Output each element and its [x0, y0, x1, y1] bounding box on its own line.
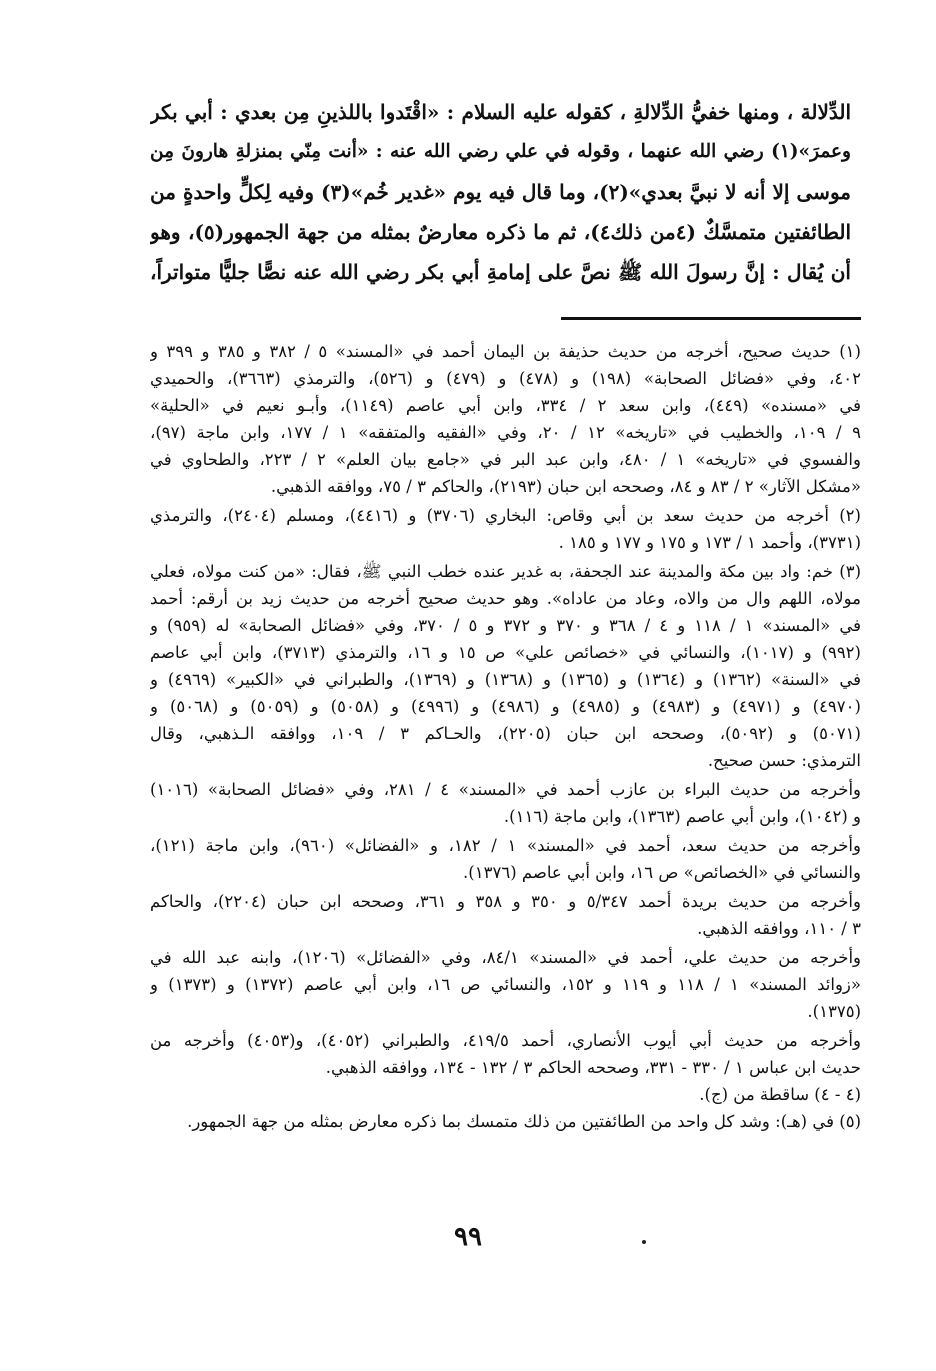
footnote-line: الترمذي: حسن صحيح. — [707, 751, 861, 770]
main-text-line: الدِّلالة ، ومنها خفيُّ الدِّلالةِ ، كقوله عليه السلام : «اقْتَدوا باللذينِ مِن بعدي : أبي بكر — [150, 100, 851, 124]
main-text-line: الطائفتين متمسَّكٌ (٤من ذلك٤)، ثم ما ذكره معارضٌ بمثله من جهة الجمهور(٥)، وهو — [150, 220, 851, 244]
footnote-line: ٩ / ١٠٩، والخطيب في «تاريخه» ١٢ / ٢٠، وفي «الفقيه والمتفقه» ١ / ١٧٧، وابن ماجة (٩٧)، — [150, 423, 861, 442]
footnote-line: في «السنة» (١٣٦٢) و (١٣٦٤) و (١٣٦٥) و (١٣٦٨) و (١٣٦٩)، والطبراني في «الكبير» (٤٩٦٩) و — [150, 670, 861, 689]
footnote-line: «زوائد المسند» ١ / ١١٨ و ١١٩ و ١٥٢، والنسائي ص ١٦، وابن أبي عاصم (١٣٧٢) و (١٣٧٣) و — [150, 975, 861, 994]
footnote-line: (٥) في (هـ): وشد كل واحد من الطائفتين من ذلك متمسك بما ذكره معارض بمثله من جهة الجمهور. — [187, 1112, 861, 1131]
footnote-line: (٣) خم: واد بين مكة والمدينة عند الجحفة، به غدير عنده خطب النبي ﷺ، فقال: «من كنت مولاه، فعلي — [150, 562, 861, 581]
footnote-line: مولاه، اللهم وال من والاه، وعاد من عاداه». وهو حديث صحيح أخرجه من حديث زيد بن أرقم: أحمد — [150, 589, 861, 608]
footnote-line: و (١٠٤٢)، وابن أبي عاصم (١٣٦٣)، وابن ماجة (١١٦). — [503, 807, 861, 826]
print-speck — [642, 1240, 646, 1244]
footnote-line: حديث ابن عباس ١ / ٣٣٠ - ٣٣١، وصححه الحاكم ٣ / ١٣٢ - ١٣٤، ووافقه الذهبي. — [325, 1058, 861, 1077]
main-text-line: وعمرَ»(١) رضي الله عنهما ، وقوله في علي رضي الله عنه : «أنت مِنّي بمنزلةِ هارونَ مِن — [150, 141, 851, 162]
footnote-line: وأخرجه من حديث بريدة أحمد ٥/٣٤٧ و ٣٥٠ و ٣٥٨ و ٣٦١، وصححه ابن حبان (٢٢٠٤)، والحاكم — [150, 892, 861, 911]
footnote-line: (٤٩٧٠) و (٤٩٧١) و (٤٩٨٣) و (٤٩٨٥) و (٤٩٨٦) و (٤٩٩٦) و (٥٠٥٨) و (٥٠٥٩) و (٥٠٦٨) و — [150, 697, 861, 716]
footnote-line: (٥٠٧١) و (٥٠٩٢)، وصححه ابن حبان (٢٢٠٥)، والحـاكم ٣ / ١٠٩، ووافقه الـذهبي، وقال — [150, 724, 861, 743]
footnotes-block — [150, 338, 861, 1135]
footnote-line: (٩٩٢) و (١٠١٧)، والنسائي في «خصائص علي» ص ١٥ و ١٦، والترمذي (٣٧١٣)، وابن أبي عاصم — [150, 643, 861, 662]
main-text-block — [150, 92, 851, 292]
footnote-line: (١٣٧٥). — [807, 1002, 861, 1021]
footnote-line: وأخرجه من حديث علي، أحمد في «المسند» ٨٤/١، وفي «الفضائل» (١٢٠٦)، وابنه عبد الله في — [150, 948, 861, 967]
footnote-line: والفسوي في «تاريخه» ١ / ٤٨٠، وابن عبد البر في «جامع بيان العلم» ٢ / ٢٢٣، والطحاوي في — [150, 450, 861, 469]
footnote-line: (٢) أخرجه من حديث سعد بن أبي وقاص: البخاري (٣٧٠٦) و (٤٤١٦)، ومسلم (٢٤٠٤)، والترمذي — [150, 506, 861, 525]
footnote-line: (١) حديث صحيح، أخرجه من حديث حذيفة بن اليمان أحمد في «المسند» ٥ / ٣٨٢ و ٣٨٥ و ٣٩٩ و — [150, 342, 861, 361]
footnote-line: والنسائي في «الخصائص» ص ١٦، وابن أبي عاصم (١٣٧٦). — [463, 863, 861, 882]
footnote-line: (٣٧٣١)، وأحمد ١ / ١٧٣ و ١٧٥ و ١٧٧ و ١٨٥ . — [558, 533, 861, 552]
footnote-line: «مشكل الآثار» ٢ / ٨٣ و ٨٤، وصححه ابن حبان (٢١٩٣)، والحاكم ٣ / ٧٥، ووافقه الذهبي. — [270, 477, 861, 496]
footnote-line: في «مسنده» (٤٤٩)، وابن سعد ٢ / ٣٣٤، وابن أبي عاصم (١١٤٩)، وأبـو نعيم في «الحلية» — [150, 396, 861, 415]
footnote-line: (٤ - ٤) ساقطة من (ج). — [699, 1085, 861, 1104]
main-text-line: أن يُقال : إنَّ رسولَ الله ﷺ نصَّ على إمامةِ أبي بكر رضي الله عنه نصًّا جليًّا متواتراً، — [150, 260, 851, 284]
footnote-line: ٣ / ١١٠، ووافقه الذهبي. — [697, 919, 861, 938]
footnote-line: وأخرجه من حديث أبي أيوب الأنصاري، أحمد ٤١٩/٥، والطبراني (٤٠٥٢)، و(٤٠٥٣) وأخرجه من — [150, 1031, 861, 1050]
footnote-separator — [561, 317, 861, 320]
page-number: ٩٩ — [454, 1222, 482, 1252]
footnote-line: وأخرجه من حديث سعد، أحمد في «المسند» ١ / ١٨٢، و «الفضائل» (٩٦٠)، وابن ماجة (١٢١)، — [150, 836, 861, 855]
footnote-line: وأخرجه من حديث البراء بن عازب أحمد في «المسند» ٤ / ٢٨١، وفي «فضائل الصحابة» (١٠١٦) — [150, 780, 861, 799]
footnote-line: في «المسند» ١ / ١١٨ و ٤ / ٣٦٨ و ٣٧٠ و ٣٧٢ و ٥ / ٣٧٠، وفي «فضائل الصحابة» له (٩٥٩) و — [150, 616, 861, 635]
main-text-line: موسى إلا أنه لا نبيَّ بعدي»(٢)، وما قال فيه يوم «غدير خُم»(٣) وفيه لِكلٍّ واحدةٍ من — [150, 180, 851, 204]
footnote-line: ٤٠٢، وفي «فضائل الصحابة» (١٩٨) و (٤٧٨) و (٤٧٩) و (٥٢٦)، والترمذي (٣٦٦٣)، والحميدي — [150, 369, 861, 388]
